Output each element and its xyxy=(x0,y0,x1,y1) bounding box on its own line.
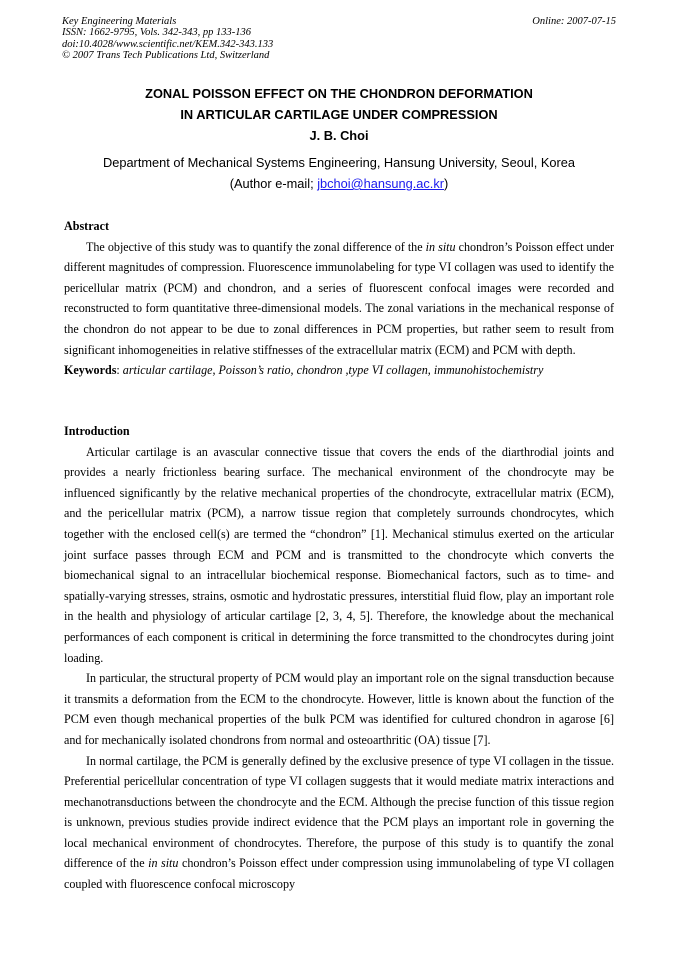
abstract-text-part: The objective of this study was to quantify the zonal difference of the xyxy=(86,239,426,254)
email-line xyxy=(0,173,678,194)
email-suffix: ) xyxy=(444,176,449,191)
introduction-heading: Introduction xyxy=(64,424,130,438)
abstract-heading: Abstract xyxy=(64,219,110,233)
title-line-2: IN ARTICULAR CARTILAGE UNDER COMPRESSION xyxy=(180,107,498,122)
journal-header xyxy=(62,16,273,62)
abstract-text-part: chondron’s Poisson effect under different magnitudes of compression. Fluorescence immunolabeling for type VI collagen was used to identify the pericellular matrix (PCM) and chondron, and a series of fluorescent confocal images were recorded and reconstructed to form quantitative three-dimensional models. The zonal variations in the mechanical response of the chondron do not appear to be due to zonal differences in PCM properties, but rather seem to result from significant inhomogeneities in relative stiffnesses of the extracellular matrix (ECM) and PCM with depth. xyxy=(64,239,615,357)
keywords-label: Keywords xyxy=(64,363,117,378)
intro-paragraph-1: Articular cartilage is an avascular connective tissue that covers the ends of the diarthrodial joints and provides a nearly frictionless bearing surface. The mechanical environment of the chondrocyte may be influenced significantly by the relative mechanical properties of the chondrocyte, extracellular matrix (ECM), and the pericellular matrix (PCM), a narrow tissue region that completely surrounds chondrocytes, which together with the enclosed cell(s) are termed the “chondron” [1]. Mechanical stimulus exerted on the articular joint surface passes through ECM and PCM and is transmitted to the chondrocyte which converts the biomechanical signal to an intracellular biochemical response. Biomechanical factors, such as to time- and spatially-varying stresses, strains, osmotic and hydrostatic pressures, interstitial fluid flow, play an important role in the health and physiology of articular cartilage [2, 3, 4, 5]. Therefore, the knowledge about the mechanical performances of each component is critical in determining the force transmitted to the chondrocytes during joint loading. xyxy=(64,444,614,665)
abstract-italic-term: in situ xyxy=(425,239,456,254)
author-name: J. B. Choi xyxy=(309,128,369,143)
abstract-text xyxy=(64,237,614,361)
intro-paragraph-3 xyxy=(64,751,614,895)
introduction-section xyxy=(64,421,614,895)
intro-paragraph-3-part: In normal cartilage, the PCM is generally defined by the exclusive presence of type VI collagen in the tissue. Preferential pericellular concentration of type VI collagen suggests that it would mediate matrix interactions and mechanotransductions between the chondrocyte and the ECM. Although the precise function of this tissue region is unknown, previous studies provide indirect evidence that the PCM plays an important role in governing the local mechanical environment of chondrocytes. Therefore, the purpose of this study is to quantify the zonal difference of the xyxy=(64,753,614,871)
affiliation: Department of Mechanical Systems Engineering, Hansung University, Seoul, Korea xyxy=(102,155,576,170)
affiliation-block xyxy=(0,152,678,194)
title-line-1: ZONAL POISSON EFFECT ON THE CHONDRON DEFORMATION xyxy=(145,86,533,101)
journal-name: Key Engineering Materials xyxy=(62,16,177,27)
paper-title xyxy=(0,83,678,125)
keywords-separator: : xyxy=(116,363,123,378)
doi-line: doi:10.4028/www.scientific.net/KEM.342-343.133 xyxy=(62,38,274,50)
email-prefix: (Author e-mail; xyxy=(229,176,318,191)
intro-italic-term: in situ xyxy=(148,856,179,871)
abstract-section xyxy=(64,216,614,381)
online-date: Online: 2007-07-15 xyxy=(532,16,616,27)
copyright-line: © 2007 Trans Tech Publications Ltd, Switzerland xyxy=(62,50,270,62)
email-link[interactable]: jbchoi@hansung.ac.kr xyxy=(317,176,445,191)
keywords-line xyxy=(64,360,614,381)
intro-paragraph-2: In particular, the structural property of PCM would play an important role on the signal transduction because it transmits a deformation from the ECM to the chondrocyte. However, little is known about the function of the PCM even though mechanical properties of the bulk PCM was identified for cultured chondron in agarose [6] and for mechanically isolated chondrons from normal and osteoarthritic (OA) tissue [7]. xyxy=(64,671,614,747)
keywords-list: articular cartilage, Poisson’s ratio, chondron ,type VI collagen, immunohistochemistry xyxy=(122,363,544,378)
intro-paragraph-3-part: chondron’s Poisson effect under compression using immunolabeling of type VI collagen coupled with fluorescence confocal microscopy xyxy=(64,856,614,892)
issn-line: ISSN: 1662-9795, Vols. 342-343, pp 133-136 xyxy=(62,27,251,39)
